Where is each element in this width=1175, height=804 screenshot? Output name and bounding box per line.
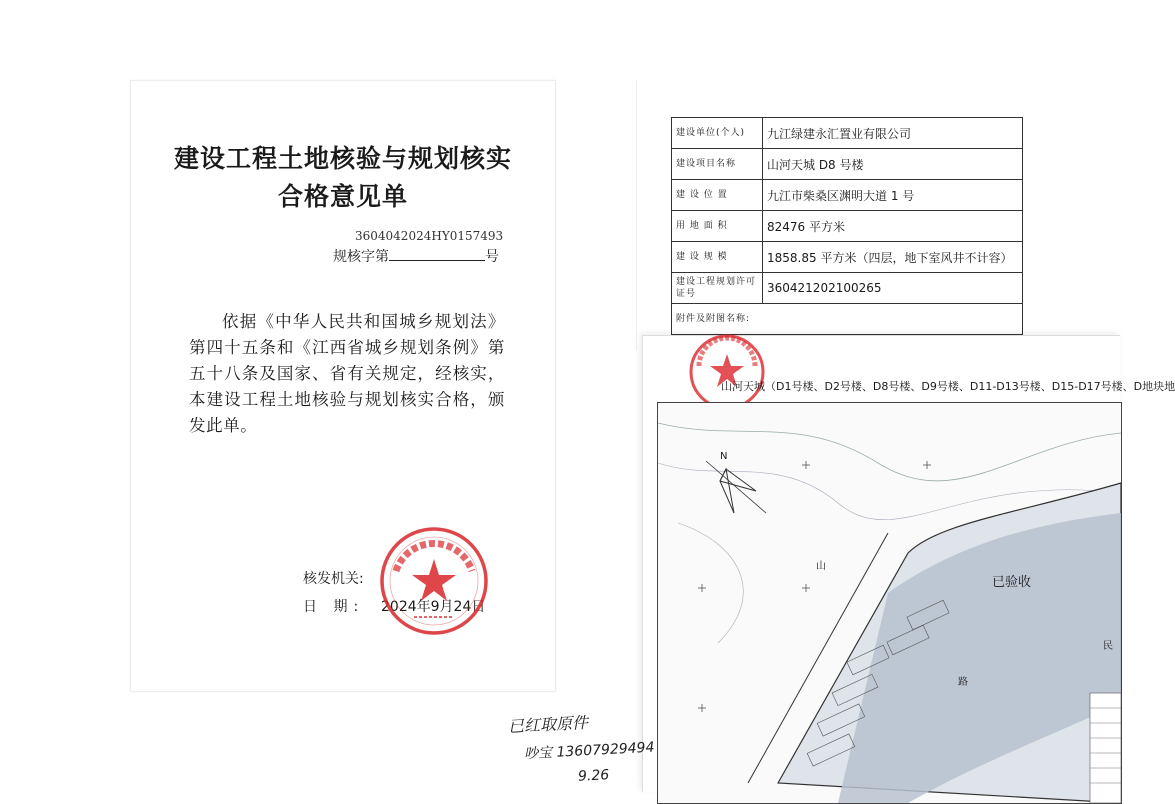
row-value: 360421202100265	[763, 273, 1023, 304]
permit-prefix: 规核字第	[333, 249, 389, 265]
certificate-title-line2: 合格意见单	[277, 182, 408, 211]
row-value: 山河天城 D8 号楼	[763, 149, 1023, 180]
row-key: 建设工程规划许可证号	[672, 273, 763, 304]
issuer-label: 核发机关:	[303, 571, 364, 587]
date-value: 2024年9月24日	[381, 599, 486, 615]
table-row	[672, 304, 1023, 335]
map-mountain-label: 山	[816, 561, 826, 572]
table-row	[672, 149, 1023, 180]
row-key: 附件及附图名称:	[672, 304, 1023, 335]
row-value: 1858.85 平方米（四层，地下室风井不计容）	[763, 242, 1023, 273]
site-map	[657, 402, 1122, 804]
row-key: 建设单位(个人)	[672, 118, 763, 149]
handwritten-note-line1: 已红取原件	[507, 712, 589, 737]
row-value: 九江绿建永汇置业有限公司	[763, 118, 1023, 149]
map-road-label: 路	[958, 677, 968, 688]
official-seal-stamp	[378, 525, 490, 637]
row-value: 82476 平方米	[763, 211, 1023, 242]
map-min-label: 民	[1103, 641, 1113, 652]
row-key: 建 设 位 置	[672, 180, 763, 211]
north-arrow-icon	[706, 461, 766, 513]
map-title: 山河天城（D1号楼、D2号楼、D8号楼、D9号楼、D11-D13号楼、D15-D17号楼、D地块地	[721, 380, 1175, 393]
table-row	[672, 242, 1023, 273]
map-accepted-label: 已验收	[992, 575, 1032, 590]
table-row	[672, 273, 1023, 304]
table-row	[672, 118, 1023, 149]
site-plan-drawing	[658, 403, 1121, 803]
permit-number-line	[333, 246, 499, 266]
certificate-sheet	[130, 80, 556, 692]
row-value: 九江市柴桑区渊明大道 1 号	[763, 180, 1023, 211]
serial-number: 3604042024HY0157493	[355, 229, 504, 243]
date-label: 日 期:	[303, 599, 365, 615]
table-row	[672, 211, 1023, 242]
map-seal-stamp	[687, 332, 767, 412]
project-info-table	[671, 117, 1023, 335]
handwritten-note-line2: 吵宝 13607929494	[523, 739, 655, 763]
row-key: 建 设 规 模	[672, 242, 763, 273]
certificate-title-line1: 建设工程土地核验与规划核实	[173, 144, 512, 173]
row-key: 建设项目名称	[672, 149, 763, 180]
map-attachment-sheet	[642, 335, 1175, 792]
map-north-label: N	[720, 451, 728, 462]
permit-suffix: 号	[485, 249, 499, 265]
handwritten-note-line3: 9.26	[577, 767, 610, 785]
permit-blank	[389, 248, 485, 261]
info-sheet	[636, 80, 1120, 350]
table-row	[672, 180, 1023, 211]
row-key: 用 地 面 积	[672, 211, 763, 242]
certificate-body: 依据《中华人民共和国城乡规划法》第四十五条和《江西省城乡规划条例》第五十八条及国家、省有关规定，经核实，本建设工程土地核验与规划核实合格，颁发此单。	[189, 312, 505, 435]
